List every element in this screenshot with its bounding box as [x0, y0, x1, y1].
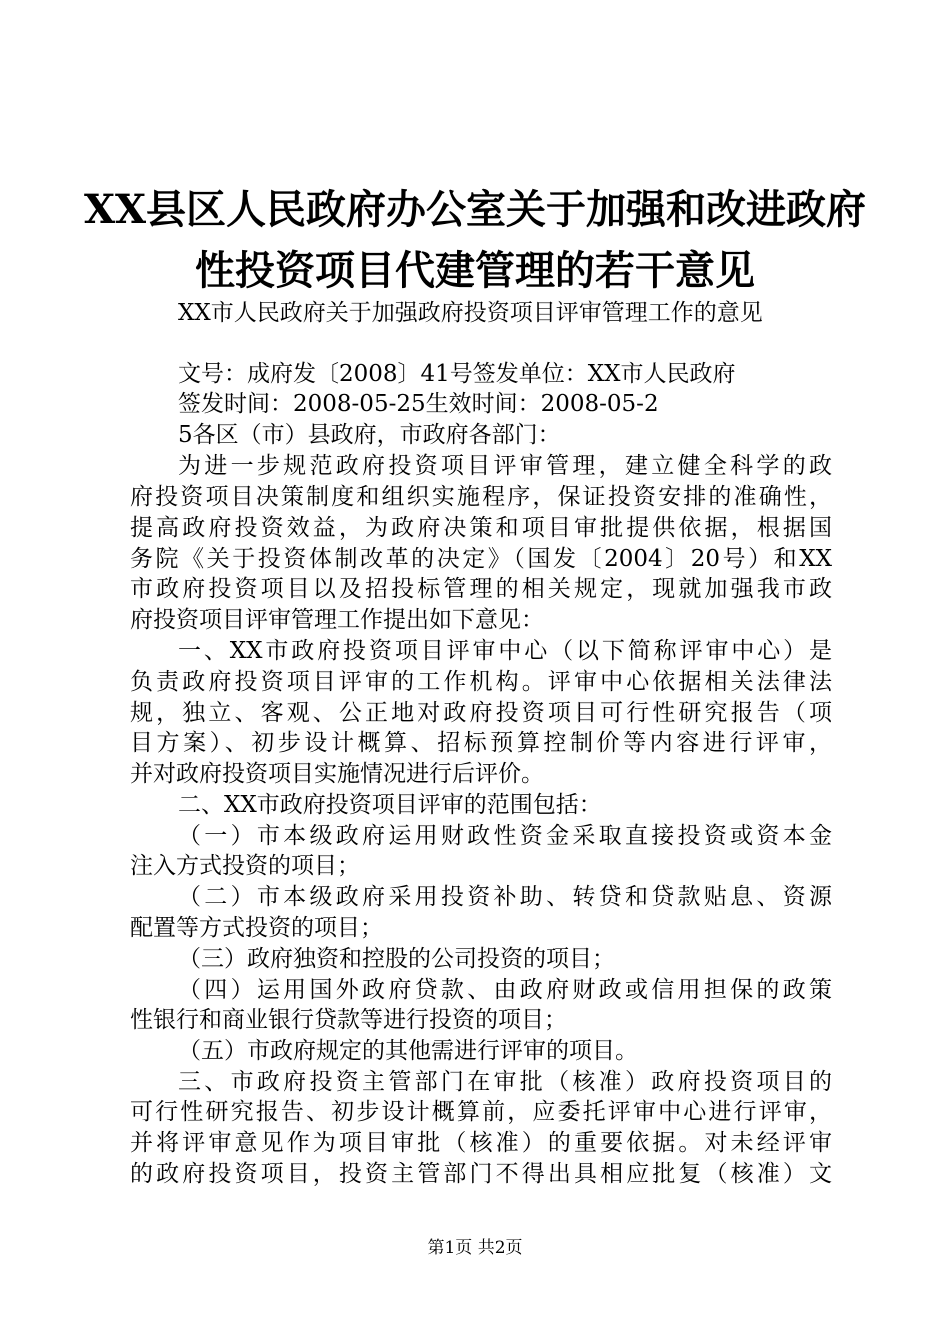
- list-item-line: （一）市本级政府运用财政性资金采取直接投资或资本金: [178, 823, 832, 849]
- paragraph-line: 市政府投资项目以及招投标管理的相关规定，现就加强我市政: [130, 576, 832, 602]
- paragraph-line: 务院《关于投资体制改革的决定》（国发〔2004〕20号）和XX: [130, 546, 832, 572]
- recipients-line: 5各区（市）县政府，市政府各部门：: [178, 422, 561, 448]
- subtitle-line: XX市人民政府关于加强政府投资项目评审管理工作的意见: [178, 300, 763, 326]
- document-title-line-1: XX县区人民政府办公室关于加强和改进政府: [83, 186, 867, 233]
- list-item-line: （二）市本级政府采用投资补助、转贷和贷款贴息、资源: [178, 884, 832, 910]
- paragraph-line: 的政府投资项目，投资主管部门不得出具相应批复（核准）文: [130, 1161, 832, 1187]
- issue-date-line: 签发时间：2008-05-25生效时间：2008-05-2: [178, 391, 659, 417]
- paragraph-line: 提高政府投资效益，为政府决策和项目审批提供依据，根据国: [130, 515, 832, 541]
- paragraph-line: 并将评审意见作为项目审批（核准）的重要依据。对未经评审: [130, 1130, 832, 1156]
- list-item-line: 性银行和商业银行贷款等进行投资的项目；: [130, 1007, 567, 1033]
- list-item-line: （三）政府独资和控股的公司投资的项目；: [178, 946, 615, 972]
- list-item-line: （五）市政府规定的其他需进行评审的项目。: [178, 1038, 638, 1064]
- paragraph-line: 三、市政府投资主管部门在审批（核准）政府投资项目的: [178, 1069, 832, 1095]
- list-item-line: 配置等方式投资的项目；: [130, 915, 383, 941]
- paragraph-line: 府投资项目评审管理工作提出如下意见：: [130, 607, 544, 633]
- paragraph-line: 为进一步规范政府投资项目评审管理，建立健全科学的政: [178, 453, 832, 479]
- paragraph-line: 目方案）、初步设计概算、招标预算控制价等内容进行评审，: [130, 730, 832, 756]
- paragraph-line: 规，独立、客观、公正地对政府投资项目可行性研究报告（项: [130, 700, 832, 726]
- document-number-line: 文号：成府发〔2008〕41号签发单位：XX市人民政府: [178, 361, 736, 387]
- list-item-line: 注入方式投资的项目；: [130, 853, 360, 879]
- paragraph-line: 并对政府投资项目实施情况进行后评价。: [130, 761, 544, 787]
- document-title-line-2: 性投资项目代建管理的若干意见: [195, 247, 755, 294]
- paragraph-line: 可行性研究报告、初步设计概算前，应委托评审中心进行评审，: [130, 1099, 832, 1125]
- paragraph-line: 负责政府投资项目评审的工作机构。评审中心依据相关法律法: [130, 669, 832, 695]
- section-heading-line: 二、XX市政府投资项目评审的范围包括：: [178, 792, 602, 818]
- page-footer: 第1页 共2页: [427, 1238, 523, 1258]
- paragraph-line: 府投资项目决策制度和组织实施程序，保证投资安排的准确性，: [130, 484, 832, 510]
- paragraph-line: 一、XX市政府投资项目评审中心（以下简称评审中心）是: [178, 638, 832, 664]
- list-item-line: （四）运用国外政府贷款、由政府财政或信用担保的政策: [178, 977, 832, 1003]
